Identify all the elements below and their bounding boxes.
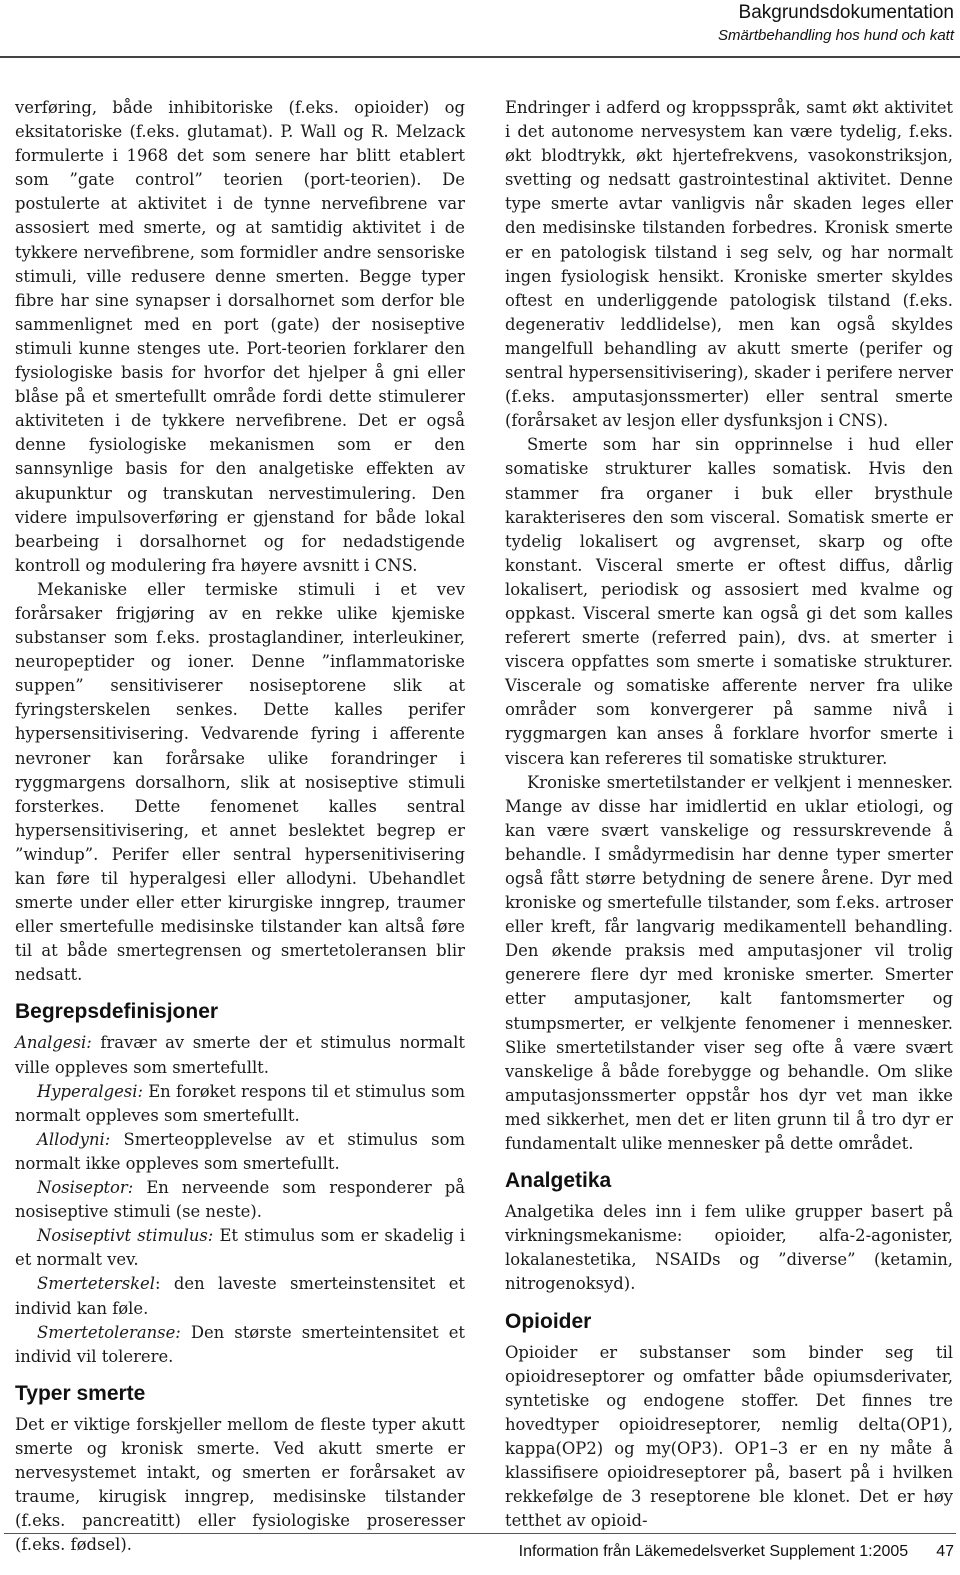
paragraph: Analgetika deles inn i fem ulike grupper basert på virkningsmekanisme: opioider, alfa-2-agonister, lokalanestetika, NSAIDs og ”diverse” (ketamin, nitrogenoksyd).	[505, 1202, 953, 1294]
header-subtitle: Smärtbehandling hos hund och katt	[718, 27, 954, 44]
running-header	[718, 0, 954, 46]
definition-term: Nosiseptor:	[37, 1178, 134, 1198]
definition-item	[15, 1321, 465, 1369]
definition-text: fravær av smerte der et stimulus normalt ville oppleves som smertefullt.	[15, 1033, 465, 1077]
definition-item	[15, 1224, 465, 1272]
header-rule	[0, 56, 960, 58]
paragraph: verføring, både inhibitoriske (f.eks. opioider) og eksitatoriske (f.eks. glutamat). P. Wall og R. Melzack formulerte i 1968 det som senere har blitt etablert som ”gate control” teorien (port-teorien). De postulerte at aktivitet i de tynne nervefibrene var assosiert med smerte, og at samtidig aktivitet i de tykkere nervefibrene, som formidler andre sensoriske stimuli, ville redusere denne smerten. Begge typer fibre har sine synapser i dorsalhornet som derfor ble sammenlignet med en port (gate) der nosiseptive stimuli kunne stenges ute. Port-teorien forklarer den fysiologiske basis for hvorfor det hjelper å gni eller blåse på et smertefullt område fordi dette stimulerer aktiviteten i de tykkere nervefibrene. Det er også denne fysiologiske mekanismen som er den sannsynlige basis for den analgetiske effekten av akupunktur og transkutan nervestimulering. Den videre impulsoverføring er gjenstand for både lokal bearbeing i dorsalhornet og for nedadstigende kontroll og modulering fra høyere avsnitt i CNS.	[15, 98, 465, 575]
definition-item	[15, 1031, 465, 1079]
definition-item	[15, 1176, 465, 1224]
definition-item	[15, 1272, 465, 1320]
definition-text: Et stimulus som er skadelig i et normalt vev.	[15, 1226, 465, 1270]
section-heading-analgetika: Analgetika	[505, 1169, 612, 1193]
paragraph: Opioider er substanser som binder seg til opioidreseptorer og omfatter både opiumsderivater, syntetiske og endogene stoffer. Det finnes tre hovedtyper opioidreseptorer, nemlig delta(OP1), kappa(OP2) og my(OP3). OP1–3 er en ny måte å klassifisere opioidreseptorer på, basert på i hvilken rekkefølge de 3 reseptorene ble klonet. Det er høy tetthet av opioid-	[505, 1342, 953, 1531]
section-heading-typer-smerte: Typer smerte	[15, 1381, 146, 1405]
page-number: 47	[936, 1543, 954, 1560]
paragraph: Smerte som har sin opprinnelse i hud eller somatiske strukturer kalles somatisk. Hvis den stammer fra organer i buk eller brysthule karakteriseres den som visceral. Somatisk smerte er tydelig lokalisert og avgrenset, skarp og ofte konstant. Visceral smerte er oftest diffus, dårlig lokalisert, periodisk og assosiert med kvalme og oppkast. Visceral smerte kan også gi det som kalles referert smerte (referred pain), dvs. at smerter i viscera oppfattes som smerte i somatiske strukturer. Viscerale og somatiske afferente nerver fra ulike områder som konvergerer på samme nivå i ryggmargen kan anses å forklare hvorfor smerte i viscera kan refereres til somatiske strukturer.	[505, 435, 953, 768]
paragraph: Endringer i adferd og kroppsspråk, samt økt aktivitet i det autonome nervesystem kan være tydelig, f.eks. økt blodtrykk, økt hjertefrekvens, vasokonstriksjon, svetting og nedsatt gastrointestinal aktivitet. Denne type smerte avtar vanligvis når skaden leges eller den medisinske tilstanden forbedres. Kronisk smerte er en patologisk tilstand i seg selv, og har normalt ingen fysiologisk hensikt. Kroniske smerter skyldes oftest en underliggende patologisk tilstand (f.eks. degenerativ leddlidelse), men kan også skyldes mangelfull behandling av akutt smerte (perifer og sentral hypersensitivisering), skader i perifere nerver (f.eks. amputasjonssmerter) eller sentral smerte (forårsaket av lesjon eller dysfunksjon i CNS).	[505, 98, 953, 431]
section-heading-opioider: Opioider	[505, 1309, 592, 1333]
definition-text: Den største smerteintensitet et individ vil tolerere.	[15, 1322, 465, 1366]
page-footer	[519, 1543, 954, 1561]
footer-publication: Information från Läkemedelsverket Supplement 1:2005	[518, 1543, 909, 1560]
definition-text: Smerteopplevelse av et stimulus som normalt ikke oppleves som smertefullt.	[15, 1129, 465, 1173]
definition-term: Smertetoleranse:	[37, 1322, 181, 1342]
definition-text: En nerveende som responderer på nosiseptive stimuli (se neste).	[15, 1178, 465, 1222]
paragraph: Mekaniske eller termiske stimuli i et vev forårsaker frigjøring av en rekke ulike kjemiske substanser som f.eks. prostaglandiner, interleukiner, neuropeptider og ioner. Denne ”inflammatoriske suppen” sensitiviserer nosiseptorene slik at fyringsterskelen senkes. Dette kalles perifer hypersensitivisering. Vedvarende fyring i afferente nevroner kan forårsake ulike forandringer i ryggmargens dorsalhorn, slik at nosiseptive stimuli forsterkes. Dette fenomenet kalles sentral hypersensitivisering, et annet beslektet begrep er ”windup”. Perifer eller sentral hypersenitivisering kan føre til hyperalgesi eller allodyni. Ubehandlet smerte under eller etter kirurgiske inngrep, traumer eller smertefulle medisinske tilstander kan altså føre til at både smertegrensen og smertetoleransen blir nedsatt.	[15, 579, 465, 985]
definition-term: Nosiseptivt stimulus:	[37, 1226, 214, 1246]
section-heading-begrepsdefinisjoner: Begrepsdefinisjoner	[15, 1000, 219, 1024]
footer-rule	[4, 1533, 956, 1534]
definition-term: Smerteterskel	[37, 1274, 155, 1294]
definition-text: : den laveste smerteinstensitet et individ kan føle.	[15, 1274, 465, 1318]
definition-term: Allodyni:	[37, 1129, 111, 1149]
definition-item	[15, 1128, 465, 1176]
definition-term: Analgesi:	[15, 1033, 92, 1053]
paragraph: Kroniske smertetilstander er velkjent i mennesker. Mange av disse har imidlertid en uklar etiologi, og kan være svært vanskelige og ressurskrevende å behandle. I smådyrmedisin har denne typer smerter også fått større betydning de senere årene. Dyr med kroniske og smertefulle tilstander, som f.eks. artroser eller kreft, får langvarig medikamentell behandling. Den økende praksis med amputasjoner vil trolig generere flere dyr med kroniske smerter. Smerter etter amputasjoner, kalt fantomsmerter og stumpsmerter, er velkjente fenomener i mennesker. Slike smertetilstander viser seg ofte å være svært vanskelige å både forebygge og behandle. Om slike amputasjonssmerter oppstår hos dyr vet man ikke med sikkerhet, men det er liten grunn til å tro dyr er fundamentalt ulike mennesker på dette området.	[505, 772, 953, 1154]
definition-term: Hyperalgesi:	[37, 1081, 143, 1101]
header-title: Bakgrundsdokumentation	[738, 2, 954, 23]
definition-item	[15, 1080, 465, 1128]
right-column	[505, 96, 953, 1533]
left-column	[15, 96, 465, 1557]
definition-text: En forøket respons til et stimulus som normalt oppleves som smertefullt.	[15, 1081, 465, 1125]
paragraph: Det er viktige forskjeller mellom de fleste typer akutt smerte og kronisk smerte. Ved akutt smerte er nervesystemet intakt, og smerten er forårsaket av traume, kirugisk inngrep, medisinske tilstander (f.eks. pancreatitt) eller fysiologiske proseresser (f.eks. fødsel).	[15, 1414, 465, 1555]
